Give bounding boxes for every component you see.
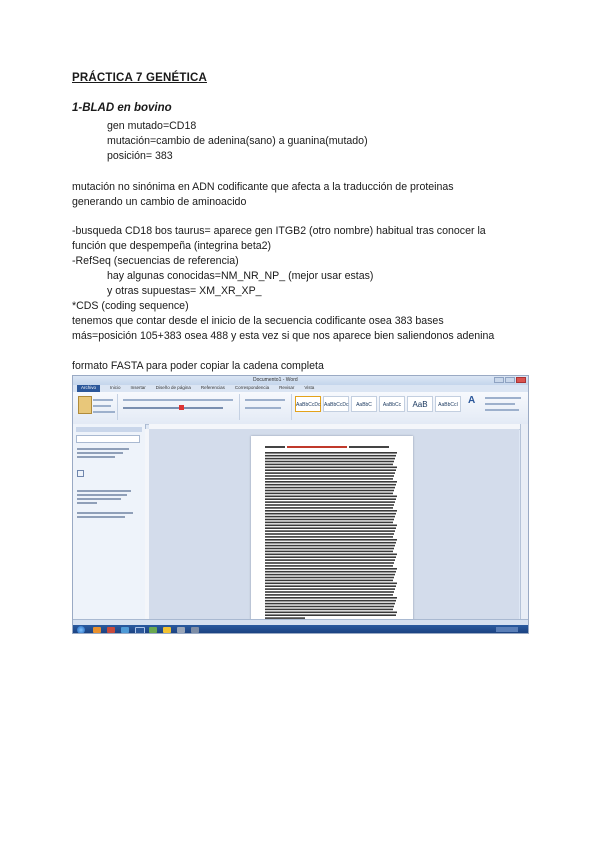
view-headings-icon [77,470,84,477]
sequence-line [265,612,397,614]
sequence-line [265,571,396,573]
paragraph-line: *CDS (coding sequence) [72,300,189,312]
paragraph-line: tenemos que contar desde el inicio de la secuencia codificante osea 383 bases [72,315,444,327]
taskbar-app-icon [149,627,157,633]
taskbar-app-icon [107,627,115,633]
sequence-line [265,562,394,564]
sequence-line [265,455,396,457]
paragraph-line: -busqueda CD18 bos taurus= aparece gen ITGB2 (otro nombre) habitual tras conocer la [72,225,486,237]
style-subtitle: AaBbCcI [435,396,461,412]
style-heading2: AaBbCc [379,396,405,412]
embedded-screenshot [72,375,529,634]
sequence-line [265,513,396,515]
clipboard-group [75,394,118,420]
sequence-line [265,556,396,558]
sequence-line [265,464,393,466]
sequence-line [265,458,395,460]
sequence-line [265,583,397,585]
sequence-line [265,510,397,512]
section-heading: 1-BLAD en bovino [72,102,172,114]
maximize-icon [505,377,515,383]
sequence-line [265,577,394,579]
sequence-line [265,522,393,524]
change-styles-icon: A [468,395,476,406]
sequence-line [265,551,393,553]
tab-home: Inicio [110,385,121,390]
sequence-line [265,530,395,532]
style-no-spacing: AaBbCcDc [323,396,349,412]
tab-layout: Diseño de página [155,385,191,390]
navigation-header [76,427,142,432]
sequence-line [265,498,396,500]
sequence-line [265,597,397,599]
sequence-line [265,478,393,480]
section-item-gene: gen mutado=CD18 [107,120,197,132]
sequence-line [265,545,395,547]
taskbar-app-icon [93,627,101,633]
page-title: PRÁCTICA 7 GENÉTICA [72,72,207,84]
sequence-line [265,496,397,498]
sequence-text-preview [251,436,413,626]
paragraph-line: formato FASTA para poder copiar la cadena completa [72,360,324,372]
sequence-line [265,574,395,576]
sequence-line [265,504,394,506]
paragraph-line: función que despempeña (integrina beta2) [72,240,272,252]
sequence-line [265,475,394,477]
sequence-line [265,585,396,587]
sequence-line [265,487,395,489]
sequence-line [265,594,393,596]
style-heading1: AaBbC [351,396,377,412]
paste-icon [78,396,92,414]
taskbar-app-icon [191,627,199,633]
tab-view: Vista [304,385,315,390]
taskbar-app-icon [163,627,171,633]
taskbar-word-icon [135,627,145,634]
tab-file: Archivo [77,385,100,392]
sequence-line [265,507,393,509]
sequence-line [265,452,397,454]
paragraph-group [241,394,292,420]
section-item-mutation: mutación=cambio de adenina(sano) a guanina(mutado) [107,135,368,147]
tab-review: Revisar [279,385,295,390]
sequence-line [265,536,393,538]
font-group [119,394,240,420]
window-controls [494,377,526,383]
paragraph-line: más=posición 105+383 osea 488 y esta vez si que nos aparece bien saliendonos adenina [72,330,495,342]
sequence-line [265,519,394,521]
sequence-line [265,469,396,471]
sequence-line [265,568,397,570]
navigation-search [76,435,140,443]
sequence-line [265,490,394,492]
sequence-line [265,461,394,463]
section-item-position: posición= 383 [107,150,173,162]
sequence-line [265,609,393,611]
start-button-icon [77,626,85,634]
sequence-line [265,565,393,567]
sequence-line [265,525,397,527]
minimize-icon [494,377,504,383]
sequence-line [265,539,397,541]
navigation-pane [73,424,146,626]
sequence-line [265,591,394,593]
sequence-line [265,548,394,550]
refseq-item-predicted: y otras supuestas= XM_XR_XP_ [107,285,262,297]
sequence-line [265,516,395,518]
sequence-line [265,467,397,469]
ribbon-tabs [73,385,528,392]
font-color-icon [179,405,184,410]
sequence-line [265,600,396,602]
close-icon [516,377,526,383]
style-title: AaB [407,396,433,412]
sequence-line [265,614,396,616]
sequence-line [265,606,394,608]
paragraph-line: generando un cambio de aminoacido [72,196,247,208]
refseq-item-known: hay algunas conocidas=NM_NR_NP_ (mejor usar estas) [107,270,374,282]
sequence-line [265,484,396,486]
sequence-line [265,588,395,590]
tab-mailings: Correspondencia [234,385,270,390]
paragraph-line: -RefSeq (secuencias de referencia) [72,255,239,267]
taskbar-app-icon [177,627,185,633]
sequence-line [265,493,393,495]
sequence-line [265,554,397,556]
window-title: Documento1 - Word [253,377,298,383]
sequence-line [265,603,395,605]
ribbon [73,392,528,425]
sequence-line [265,481,397,483]
tab-references: Referencias [200,385,225,390]
sequence-line [265,542,396,544]
taskbar-app-icon [121,627,129,633]
sequence-line [265,472,395,474]
vertical-scrollbar [520,424,528,626]
tab-insert: Insertar [130,385,146,390]
sequence-line [265,533,394,535]
window-titlebar [73,376,528,385]
style-normal: AaBbCcDc [295,396,321,412]
sequence-line [265,527,396,529]
paragraph-line: mutación no sinónima en ADN codificante que afecta a la traducción de proteinas [72,181,454,193]
document-preview-page [251,436,413,626]
taskbar-clock [496,627,518,632]
sequence-line [265,580,393,582]
sequence-line [265,501,395,503]
sequence-line [265,559,395,561]
taskbar [73,625,528,634]
